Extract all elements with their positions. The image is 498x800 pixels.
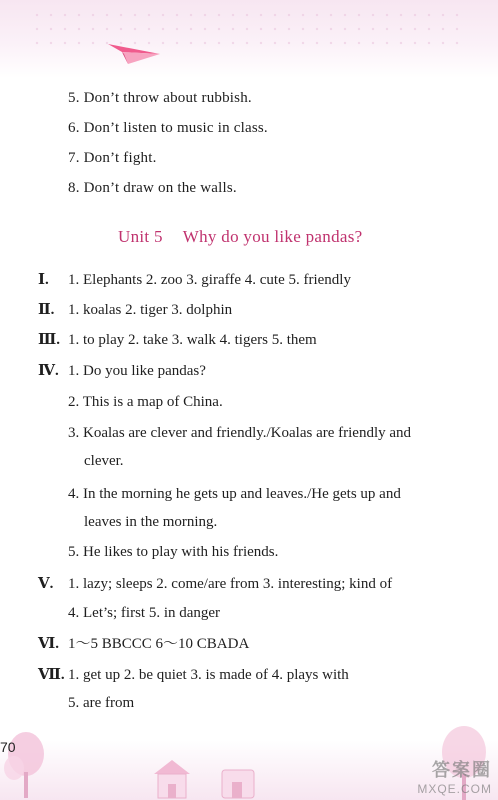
paper-plane-icon bbox=[108, 40, 160, 66]
section-4-answer-1: 1. Do you like pandas? bbox=[68, 363, 206, 379]
section-6-answers: 1～5 BBCCC 6～10 CBADA bbox=[68, 636, 250, 652]
unit-heading bbox=[118, 226, 362, 248]
top-decoration-band bbox=[0, 0, 498, 78]
section-4-answer-2: 2. This is a map of China. bbox=[68, 394, 223, 410]
rule-8: 8. Don’t draw on the walls. bbox=[68, 180, 237, 196]
unit-number: Unit 5 bbox=[118, 227, 163, 246]
section-4-answer-3: 3. Koalas are clever and friendly./Koalas are friendly and bbox=[68, 425, 412, 441]
section-1-numeral: Ⅰ. bbox=[38, 272, 49, 288]
house-icon bbox=[150, 756, 194, 800]
rule-5: 5. Don’t throw about rubbish. bbox=[68, 90, 252, 106]
section-4-answer-4: 4. In the morning he gets up and leaves./He gets up and bbox=[68, 486, 401, 502]
section-5-answers-line-2: 4. Let’s; first 5. in danger bbox=[68, 605, 221, 621]
watermark-line-2: MXQE.COM bbox=[417, 782, 492, 796]
section-4-answer-5: 5. He likes to play with his friends. bbox=[68, 544, 279, 560]
section-1-answers: 1. Elephants 2. zoo 3. giraffe 4. cute 5. friendly bbox=[68, 272, 351, 288]
section-2-numeral: Ⅱ. bbox=[38, 302, 55, 318]
section-5-numeral: Ⅴ. bbox=[38, 576, 54, 592]
section-3-numeral: Ⅲ. bbox=[38, 332, 61, 348]
section-7-answers-line-1: 1. get up 2. be quiet 3. is made of 4. plays with bbox=[68, 667, 349, 683]
section-6-numeral: Ⅵ. bbox=[38, 636, 59, 652]
unit-title: Why do you like pandas? bbox=[182, 227, 363, 246]
section-4-numeral: Ⅳ. bbox=[38, 363, 59, 379]
section-4-answer-4-cont: leaves in the morning. bbox=[84, 514, 218, 530]
section-7-numeral: Ⅶ. bbox=[38, 667, 65, 683]
rule-6: 6. Don’t listen to music in class. bbox=[68, 120, 268, 136]
watermark bbox=[417, 756, 492, 796]
watermark-line-1: 答案圈 bbox=[432, 760, 492, 780]
section-7-answers-line-2: 5. are from bbox=[68, 695, 135, 711]
section-4-answer-3-cont: clever. bbox=[84, 453, 124, 469]
page-number: 70 bbox=[0, 739, 16, 755]
section-5-answers-line-1: 1. lazy; sleeps 2. come/are from 3. interesting; kind of bbox=[68, 576, 393, 592]
house-small-icon bbox=[218, 764, 258, 800]
rule-7: 7. Don’t fight. bbox=[68, 150, 157, 166]
dot-pattern bbox=[30, 8, 468, 48]
section-3-answers: 1. to play 2. take 3. walk 4. tigers 5. them bbox=[68, 332, 317, 348]
section-2-answers: 1. koalas 2. tiger 3. dolphin bbox=[68, 302, 233, 318]
